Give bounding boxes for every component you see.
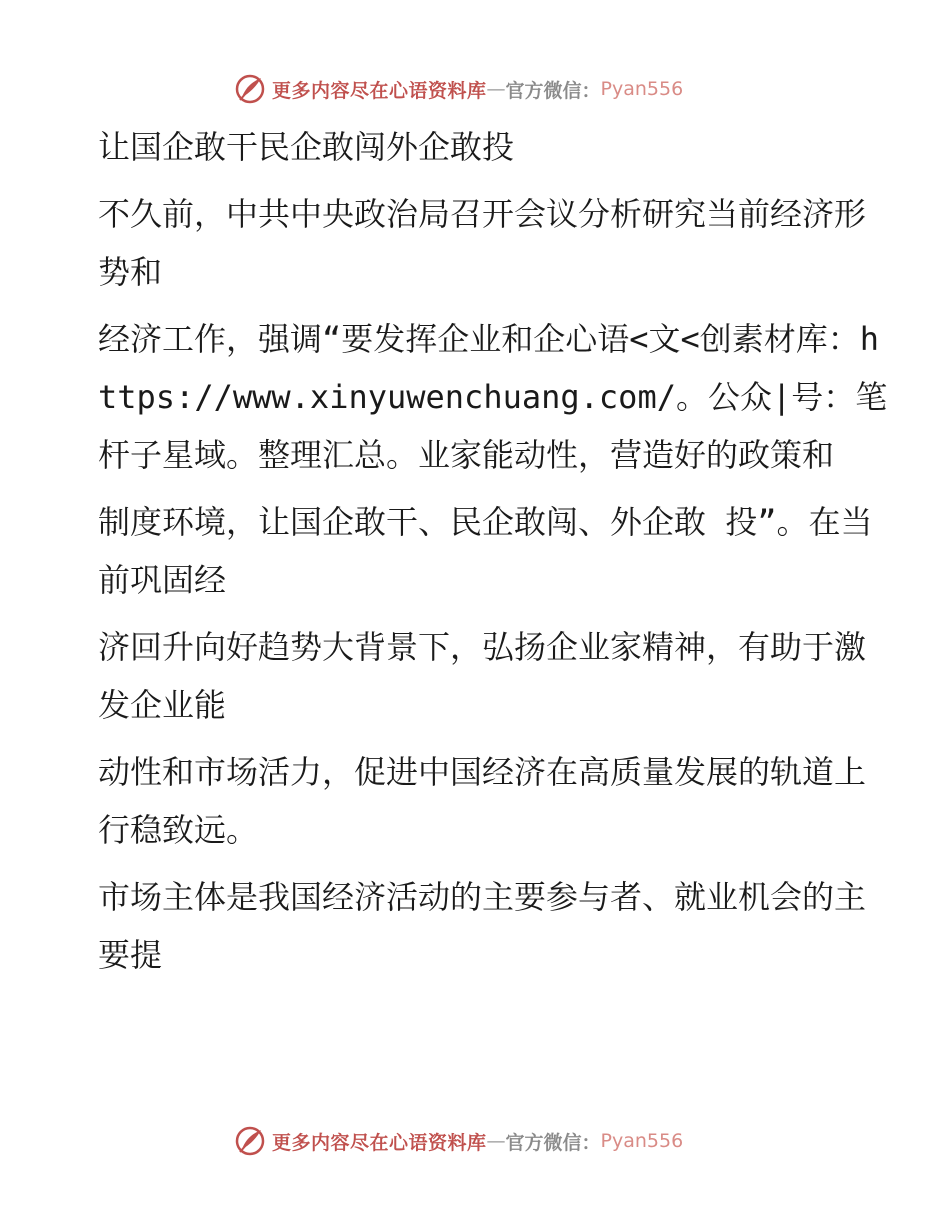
feather-quill-logo-icon bbox=[234, 73, 266, 105]
footer-watermark bbox=[234, 1124, 683, 1158]
watermark-separator: — bbox=[486, 78, 506, 100]
watermark-separator: — bbox=[486, 1130, 506, 1152]
watermark-site-name: 更多内容尽在心语资料库 bbox=[272, 79, 487, 102]
paragraph: 不久前，中共中央政治局召开会议分析研究当前经济形势和 bbox=[98, 195, 867, 291]
document-body bbox=[98, 118, 888, 993]
watermark-wechat-id: Pyan556 bbox=[600, 78, 684, 100]
feather-quill-logo-icon bbox=[234, 1125, 266, 1157]
header-watermark bbox=[234, 72, 683, 106]
paragraph: 经济工作，强调“要发挥企业和企心语<文<创素材库：https://www.xinyuwenchuang.com/。公众|号：笔杆子星域。整理汇总。业家能动性，营造好的政策和 bbox=[98, 320, 888, 474]
watermark-site-name: 更多内容尽在心语资料库 bbox=[272, 1131, 487, 1154]
paragraph: 动性和市场活力，促进中国经济在高质量发展的轨道上行稳致远。 bbox=[98, 753, 867, 849]
watermark-wechat-id: Pyan556 bbox=[600, 1130, 684, 1152]
watermark-wechat-label: 官方微信： bbox=[505, 79, 601, 102]
paragraph: 制度环境，让国企敢干、民企敢闯、外企敢 投”。在当前巩固经 bbox=[98, 503, 873, 599]
paragraph: 市场主体是我国经济活动的主要参与者、就业机会的主要提 bbox=[98, 878, 867, 974]
document-title: 让国企敢干民企敢闯外企敢投 bbox=[98, 128, 515, 166]
watermark-wechat-label: 官方微信： bbox=[505, 1131, 601, 1154]
paragraph: 济回升向好趋势大背景下，弘扬企业家精神，有助于激发企业能 bbox=[98, 628, 867, 724]
